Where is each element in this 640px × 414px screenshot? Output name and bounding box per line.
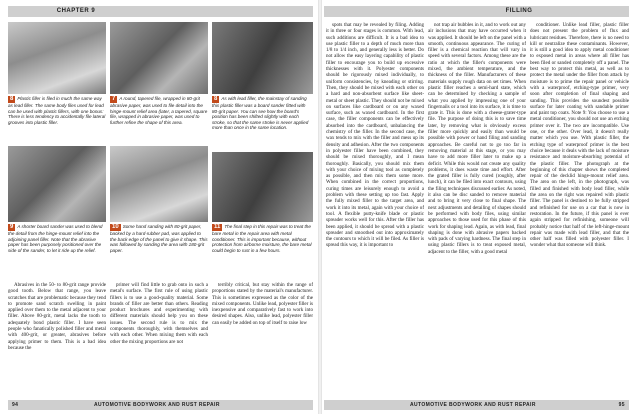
paragraph: spots that may be revealed by filing. Adding it in three or four stages is common. With lead, such additions are difficult. It is a bad idea to use plastic filler to a depth of much more than 1/8 to 1/4 inch, and generally less is better. Do not allow the easy layering capability of plastic filler to encourage you to build up excessive thicknesses with it. Polyester components should be rigorously mixed individually, to uniform consistencies, by kneading or stirring. Then, they should be mixed with each other on a hard and non-absorbent surface like sheet-metal or sheet plastic. They should not be mixed on surfaces like cardboard or on any waxed surface, such as waxed cardboard. In the first case, the filler components can be effectively absorbed into the cardboard, unbalancing the chemistry of the filler. In the second case, the wax tends to mix with the filler and mess up its density and adhesion. After the two components in polyester filler have been combined, they should be mixed thoroughly, and I mean thoroughly. Basically, you should mix them with your choice of mixing tool as completely as possible, and then mix them some more. When combined in the correct proportions, curing times are leisurely enough to avoid a problem with these setting up too fast. Apply the fully mixed filler to the target area, and work it into its metal, again with your choice of tool. A flexible putty-knife blade or plastic spreader works well for this. After the filler has been applied, it should be spread with a plastic spreader and smoothed out into approximately the contours to which it will be filed. As filler is spread this way, it is important to	[326, 22, 424, 249]
page-number: 94	[12, 402, 19, 408]
photo-shorter-board-sander	[8, 146, 106, 222]
left-body-column-2	[110, 282, 208, 394]
photo-metal-conditioner	[212, 152, 313, 222]
paragraph: conditioner. Unlike lead filler, plastic filler does not present the problem of flux and lubricant residues. Therefore, there is no need to kill or neutralize these contaminants. However, it is still a good idea to apply metal conditioner to exposed metal in areas where all filler has been filed or sanded completely off a panel. The best way to protect this metal, as well as to protect the metal under the filler from attack by moisture is to prime the repair panel or vehicle with a waterproof, etching-type primer, very soon after completion of final shaping and sanding. This provides the soundest possible surface for later coating with sandable primer and paint top coats. Note 9: You choose to use a metal conditioner, you should not use an etching primer over it. The two are incompatible. Use one, or the other. Over lead, it doesn't really matter which you use. With plastic filler, the etching type of waterproof primer is the best choice because it deals with the lack of moisture resistance and moisture-absorbing potential of the plastic filler. The photograph at the beginning of this chapter shows the completed repair of the decklid hinge-mount relief area. The area on the left, in the photograph, was filled and finished with body lead filler, while the area on the right was repaired with plastic filler. The panel is destined to be fully stripped and refinished for use on a car that is now in restoration. In the future, if this panel is ever again stripped for refinishing, someone will probably notice that half of the left-hinge-mount repair was made with lead filler, and that the other half was filled with polyester filler. I wonder what that someone will think.	[530, 22, 629, 249]
caption-11	[212, 224, 313, 274]
caption-number: 11	[214, 224, 221, 230]
left-body-column-1	[8, 282, 106, 394]
caption-7	[110, 96, 208, 140]
right-page-footer	[324, 400, 629, 410]
caption-8a	[8, 96, 106, 140]
left-page-footer	[8, 400, 313, 410]
left-page-header	[8, 6, 313, 17]
book-title: AUTOMOTIVE BODYWORK AND RUST REPAIR	[410, 402, 536, 408]
caption-number: 7	[112, 96, 116, 102]
paragraph: terribly critical, but stay within the range of proportions stated by the material's manufacturer. This is sometimes expressed as the color of the mixed components. Unlike lead, polyester filler is inexpensive and comparatively fast to work into desired shapes. Also, unlike lead, polyester filler can easily be added on top of itself to raise low	[212, 282, 313, 326]
paragraph: primer will find little to grab onto in such a metal's surface. The first rule of using plastic fillers is to use a good-quality material. Some brands of filler are better than others. Reading product brochures and experimenting with different materials should help you on these issues. The second rule is to mix the components thoroughly, with themselves and with each other. When mixing them with each other the mixing proportions are not	[110, 282, 208, 345]
right-page-header	[324, 6, 629, 17]
left-page	[0, 0, 318, 414]
right-body-column-1	[326, 22, 424, 394]
caption-text: Some hand sanding with 80-grit paper, backed by a hard-rubber pad, was applied to the back edge of the panel to give it shape. This was followed by sanding the area with 180-grit paper.	[110, 224, 208, 253]
chapter-label: CHAPTER 9	[56, 8, 96, 14]
caption-number: 10	[112, 224, 119, 230]
page-number: 95	[618, 402, 625, 408]
caption-text: As with lead filler, the mainstay of sanding this plastic filler was a board sander fitted with 80-grit paper. You can see how the board's position has been shifted slightly with each stroke, so that the same stroke is never applied more than once in the same location.	[212, 96, 309, 130]
right-body-column-2	[428, 22, 526, 394]
left-body-column-3	[212, 282, 313, 394]
right-page	[322, 0, 640, 414]
caption-number: 9	[10, 224, 14, 230]
caption-text: A shorter board sander was used to blend the detail from the hinge-mount relief into the adjoining panel filler. Note that the abrasive paper has been purposely positioned over the side of the sander, to let it ride up the relief.	[8, 224, 103, 253]
caption-8b	[212, 96, 313, 146]
caption-text: The final step in this repair was to treat the bare metal in the repair area with metal conditioner. This is important because, without protection from airborne moisture, the bare metal could begin to rust in a few hours.	[212, 224, 312, 253]
photo-round-tapered-file	[110, 22, 208, 94]
caption-text: Plastic filler is filed in much the same way as lead filler. The same body files used for lead can be used with plastic fillers, with one bonus: There is less tendency to accidentally file lateral grooves into plastic filler.	[8, 96, 106, 125]
photo-board-sander	[212, 22, 313, 94]
right-body-column-3	[530, 22, 629, 394]
caption-10	[110, 224, 208, 274]
chapter-title: FILLING	[505, 8, 533, 14]
caption-text: A round, tapered file, wrapped in 80-grit abrasive paper, was used to file detail into the hinge-mount relief area (later, a tapered, square file, wrapped in abrasive paper, was used to further refine the shape of this area.	[110, 96, 208, 125]
caption-number: 8	[214, 96, 218, 102]
book-title: AUTOMOTIVE BODYWORK AND RUST REPAIR	[94, 402, 220, 408]
paragraph: not trap air bubbles in it, and to work out any air inclusions that may have occurred when it was applied. It should be left on the panel with a smooth, continuous appearance. The curing of filler is a chemical reaction that will vary in speed with several factors. Among these are the ratio at which the filler's components were mixed, the ambient temperature, and the thickness of the filler. Manufacturers of these materials supply rough data on set times. When plastic filler reaches a semi-hard state, which can be determined by checking a sample of what you applied by impressing one of your fingernails or a tool into its surface, it is time to grate it. This is done with a cheese-grater-type file. The purpose of doing this is to save time later, by removing what is obviously excess filler more quickly and easily than would be possible with power or hand filing and sanding approaches. Be careful not to go too far in removing material at this stage, or you may have to add more filler later to make up a deficit. While this would not create any quality problems, it does waste time and effort. After the grated filler is fully cured (roughly, after lunch), it can be filed into exact contours, using the filing techniques discussed earlier. As noted, it also can be disc sanded to remove material and to bring it very close to final shape. The next adjustments and detailing of shapes should be performed with body files, using similar approaches to those used for this phase of this work for shaping lead. Again, as with lead, final shaping is done with abrasive papers backed with pads of varying hardness. The final step in using plastic fillers is to treat exposed metal, adjacent to the filler, with a good metal	[428, 22, 526, 255]
caption-number: 8	[10, 96, 14, 102]
photo-filing-plastic-filler	[8, 22, 106, 94]
paragraph: Abrasives in the 50- to 80-grit range provide good tooth. Below that range, you leave scratches that are problematic because they tend to promote sand scratch swelling in paint applied over them to the metal adjacent to your filler. Above 80-grit, metal lacks the tooth to adequately bond plastic filler. I have seen people who fanatically polished filler and metal with 400-grit, or greater, abrasives before applying primer to them. This is a bad idea because the	[8, 282, 106, 351]
photo-hand-sanding	[110, 146, 208, 222]
caption-9	[8, 224, 106, 274]
